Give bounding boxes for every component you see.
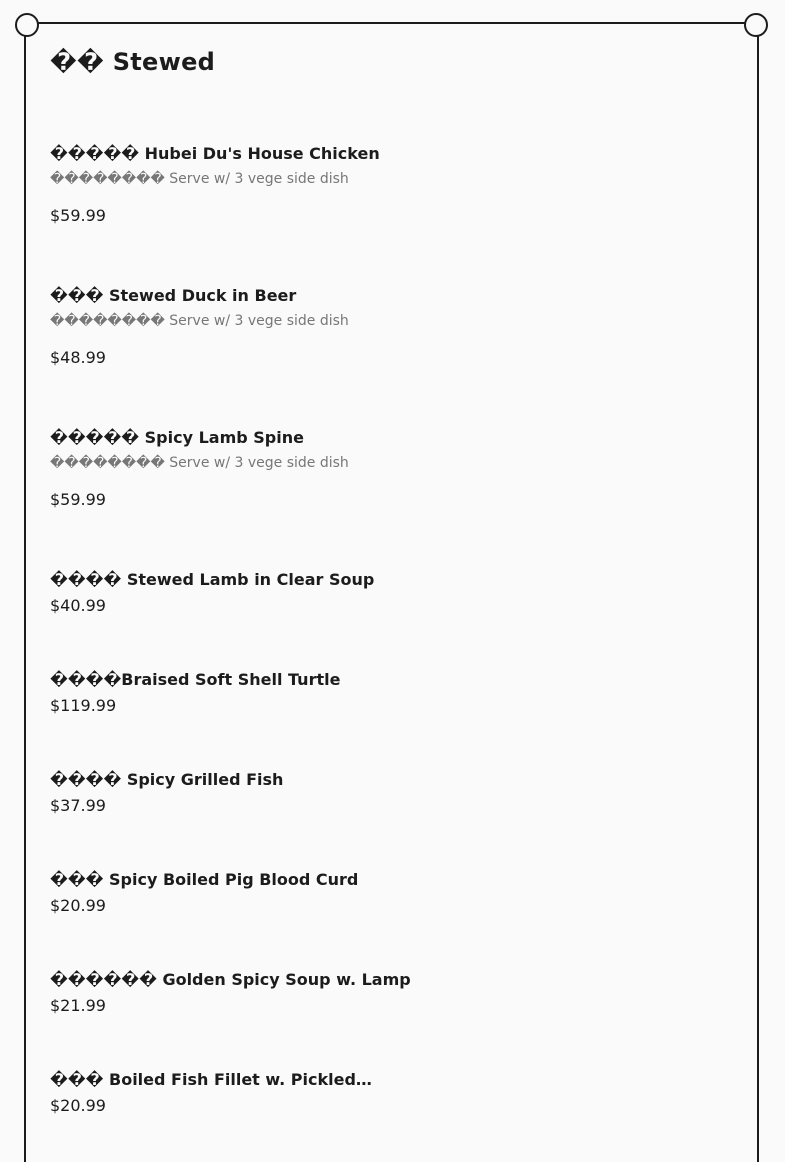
menu-item[interactable] [50,286,370,368]
menu-item-price: $48.99 [50,348,106,367]
menu-item-price: $119.99 [50,696,117,715]
menu-item-description: �������� Serve w/ 3 vege side dish [50,313,349,329]
menu-item-name: ���� Spicy Grilled Fish [50,770,284,789]
menu-item-price: $59.99 [50,490,106,509]
menu-item-price: $20.99 [50,1096,106,1115]
menu-item[interactable] [50,970,411,1016]
menu-item-name: ����� Hubei Du's House Chicken [50,144,380,163]
menu-item-name: ������ Golden Spicy Soup w. Lamp [50,970,411,989]
section-title: �� Stewed [50,48,216,76]
menu-item-description: �������� Serve w/ 3 vege side dish [50,171,349,187]
menu-item[interactable] [50,570,375,616]
menu-item[interactable] [50,770,370,816]
menu-item-name: ��� Boiled Fish Fillet w. Pickled… [50,1070,372,1089]
menu-item-price: $20.99 [50,896,106,915]
menu-item[interactable] [50,870,370,916]
menu-item-description: �������� Serve w/ 3 vege side dish [50,455,349,471]
menu-item-price: $37.99 [50,796,106,815]
menu-item-price: $40.99 [50,596,106,615]
menu-item[interactable] [50,670,370,716]
menu-item-price: $59.99 [50,206,106,225]
menu-item-name: ��� Stewed Duck in Beer [50,286,297,305]
menu-item-name: ��� Spicy Boiled Pig Blood Curd [50,870,359,889]
menu-item-price: $21.99 [50,996,106,1015]
frame-corner-left [15,13,39,37]
menu-item[interactable] [50,1070,370,1116]
menu-item[interactable] [50,428,370,510]
menu-item-name: ���� Stewed Lamb in Clear Soup [50,570,375,589]
menu-item-name: ����� Spicy Lamb Spine [50,428,304,447]
menu-item[interactable] [50,144,380,226]
frame-corner-right [744,13,768,37]
menu-item-name: ����Braised Soft Shell Turtle [50,670,341,689]
